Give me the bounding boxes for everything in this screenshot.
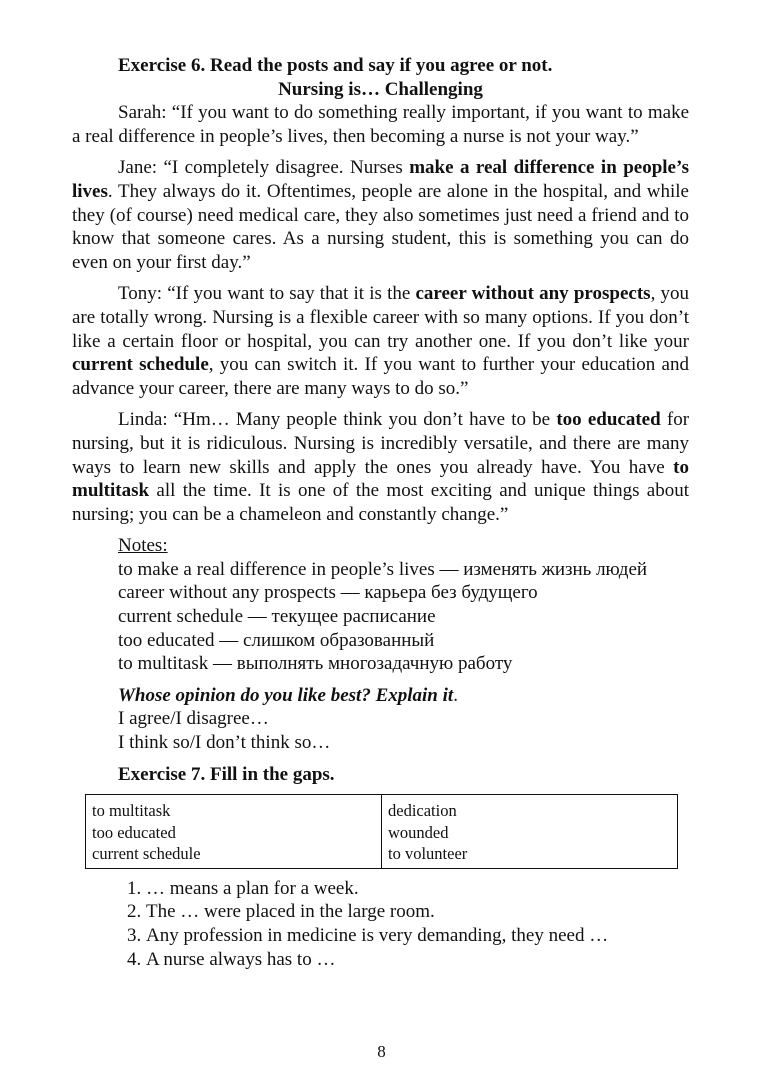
linda-text-2: for nursing, but it is ridiculous. Nursing is incredibly versatile, and there are many ways to learn new skills and apply the ones you already have. You have — [72, 409, 690, 478]
linda-bold-2: to multitask — [72, 456, 689, 502]
question-text: Whose opinion do you like best? Explain it — [118, 684, 454, 706]
word-item: too educated — [92, 822, 176, 842]
exercise7-title: Exercise 7. Fill in the gaps. — [118, 763, 335, 785]
phrase-item: I agree/I disagree… — [118, 708, 269, 730]
exercise6-title: Exercise 6. Read the posts and say if you agree or not. — [118, 55, 553, 76]
page-content — [72, 54, 689, 971]
word-item: dedication — [388, 801, 457, 821]
post-linda — [72, 408, 689, 526]
linda-text-3: all the time. It is one of the most exciting and unique things about nursing; you can be a chameleon and constantly change.” — [72, 480, 689, 525]
gap-list — [118, 877, 689, 971]
phrase-item: I think so/I don’t think so… — [118, 732, 331, 754]
gap-item: 1. … means a plan for a week. — [146, 877, 689, 901]
word-item: to multitask — [92, 801, 171, 821]
post-jane — [72, 156, 689, 274]
word-box-right — [382, 795, 678, 869]
note-item: too educated — слишком образованный — [118, 629, 435, 651]
word-box — [85, 794, 678, 869]
jane-text-1: Jane: “I completely disagree. Nurses — [118, 157, 410, 179]
jane-bold-1: make a real difference in people’s lives — [72, 157, 689, 202]
tony-bold-2: current schedule — [72, 354, 209, 376]
discussion-question — [118, 684, 689, 708]
tony-text-3: , you can switch it. If you want to further your education and advance your career, there are many ways to do so.” — [72, 354, 689, 399]
post-sarah: Sarah: “If you want to do something really important, if you want to make a real difference in people’s lives, then becoming a nurse is not your way.” — [72, 102, 689, 147]
note-item: career without any prospects — карьера без будущего — [118, 582, 538, 604]
linda-bold-1: too educated — [556, 409, 661, 431]
post-tony — [72, 282, 689, 400]
note-item: to make a real difference in people’s lives — изменять жизнь людей — [118, 558, 648, 580]
exercise6-subtitle: Nursing is… Challenging — [278, 78, 483, 100]
word-box-left — [86, 795, 382, 869]
linda-text-1: Linda: “Hm… Many people think you don’t have to be — [118, 409, 557, 431]
notes-section — [118, 534, 689, 676]
tony-text-2: , you are totally wrong. Nursing is a flexible career with so many options. If you don’t like a certain floor or hospital, you can try another one. If you don’t like your — [72, 283, 689, 352]
tony-bold-1: career without any prospects — [415, 283, 651, 305]
page-number: 8 — [377, 1042, 386, 1061]
gap-item: 4. A nurse always has to … — [146, 948, 689, 972]
note-item: current schedule — текущее расписание — [118, 606, 436, 628]
gap-item: 3. Any profession in medicine is very demanding, they need … — [146, 924, 689, 948]
note-item: to multitask — выполнять многозадачную работу — [118, 653, 513, 675]
notes-label: Notes: — [118, 535, 168, 557]
word-item: wounded — [388, 822, 449, 842]
word-item: current schedule — [92, 844, 201, 864]
gap-item: 2. The … were placed in the large room. — [146, 900, 689, 924]
word-item: to volunteer — [388, 844, 468, 864]
discussion-section — [118, 684, 689, 755]
jane-text-2: . They always do it. Oftentimes, people are alone in the hospital, and while they (of course) need medical care, they also sometimes just need a friend and to know that someone cares. As a nursing student, this is something you can do even on your first day.” — [72, 180, 689, 273]
tony-text-1: Tony: “If you want to say that it is the — [118, 283, 416, 305]
question-period: . — [453, 684, 458, 706]
